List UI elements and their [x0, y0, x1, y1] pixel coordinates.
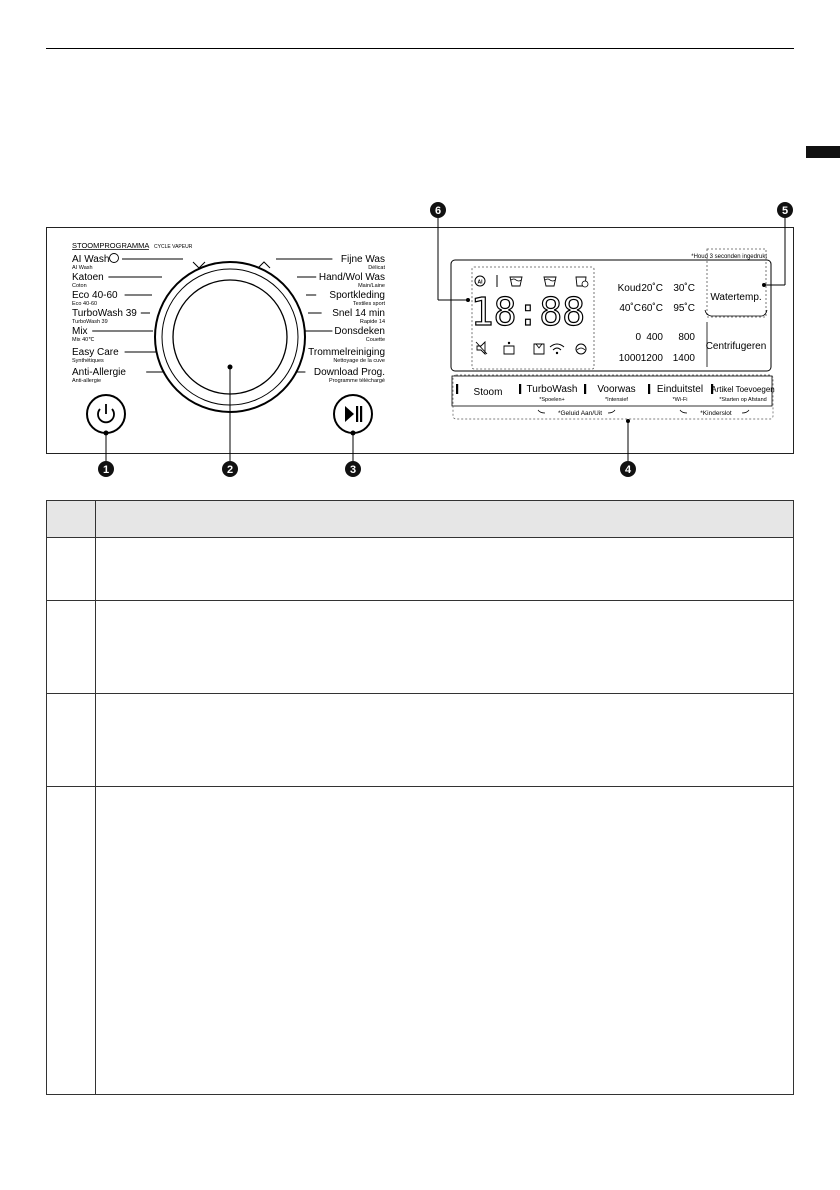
option-button-3[interactable]	[584, 384, 636, 403]
svg-text:AI: AI	[477, 279, 483, 286]
callout-2	[222, 461, 238, 477]
temperature-option: 40˚C	[619, 303, 641, 314]
program-label-left: Mix	[72, 326, 88, 337]
svg-text:4: 4	[624, 464, 632, 476]
callout-3	[345, 461, 361, 477]
option-button-sublabel: *Intensief	[605, 397, 628, 403]
program-sublabel-left: Eco 40-60	[72, 301, 98, 307]
option-button-5[interactable]	[711, 384, 775, 403]
program-label-left: Anti-Allergie	[72, 367, 126, 378]
option-button-2[interactable]	[519, 384, 577, 403]
program-label-left: Eco 40-60	[72, 290, 118, 301]
detergent-icon	[504, 342, 514, 354]
program-sublabel-right: Délicat	[368, 265, 385, 271]
spin-option: 400	[646, 332, 663, 343]
start-pause-button[interactable]	[334, 395, 372, 468]
program-label-left: Easy Care	[72, 347, 119, 358]
program-label-right: Snel 14 min	[332, 308, 385, 319]
option-button-label: Einduitstel	[656, 384, 704, 395]
option-button-sublabel: *Wi-Fi	[672, 397, 688, 403]
table-header-row	[47, 501, 794, 538]
program-sublabel-right: Nettoyage de la cuve	[333, 358, 385, 364]
option-button-1[interactable]	[456, 384, 502, 398]
combo-sound	[538, 410, 615, 417]
temperature-option: 60˚C	[641, 303, 663, 314]
spin-option: 1200	[640, 353, 663, 364]
program-sublabel-left: AI Wash	[72, 265, 93, 271]
svg-text:Centrifugeren: Centrifugeren	[705, 341, 767, 352]
spin-button[interactable]	[706, 322, 767, 367]
program-label-right: Sportkleding	[329, 290, 385, 301]
option-button-strip	[456, 384, 775, 403]
callout-4	[620, 419, 636, 477]
svg-text:Watertemp.: Watertemp.	[710, 292, 762, 303]
steam-program-title: STOOMPROGRAMMA CYCLE VAPEUR	[72, 241, 193, 250]
header-rule	[46, 48, 794, 49]
program-label-left: Katoen	[72, 272, 104, 283]
program-sublabel-left: TurboWash 39	[72, 319, 108, 325]
hold-note: *Houd 3 seconden ingedrukt	[691, 254, 767, 260]
option-button-label: TurboWash	[526, 384, 578, 395]
wash-icon	[510, 277, 522, 286]
program-label-left: TurboWash 39	[72, 308, 137, 319]
table-row	[47, 601, 794, 694]
temperature-options	[618, 282, 695, 314]
temperature-option: 20˚C	[641, 283, 663, 294]
program-label-right: Trommelreiniging	[308, 347, 385, 358]
program-sublabel-left: Anti-allergie	[72, 378, 102, 384]
spin-option: 800	[678, 332, 695, 343]
function-table	[46, 500, 794, 1095]
mute-icon	[476, 342, 487, 354]
spin-option: 1000	[618, 353, 641, 364]
spin-options	[619, 332, 696, 364]
callout-5	[762, 202, 793, 287]
wifi-icon	[550, 344, 564, 354]
tub-icon	[576, 344, 586, 354]
callout-6	[430, 202, 470, 302]
program-label-right: Download Prog.	[313, 367, 385, 378]
program-label-left: AI Wash	[72, 254, 110, 265]
option-button-label: Voorwas	[597, 384, 636, 395]
option-button-sublabel: *Starten op Afstand	[719, 397, 767, 403]
table-row	[47, 538, 794, 601]
svg-text:18:88: 18:88	[470, 290, 586, 334]
program-sublabel-right: Textiles sport	[352, 301, 385, 307]
option-button-label: Stoom	[473, 387, 503, 398]
svg-text:5: 5	[781, 205, 789, 217]
spin-option: 1400	[672, 353, 695, 364]
program-sublabel-right: Programme téléchargé	[329, 378, 385, 384]
power-button[interactable]	[87, 395, 125, 468]
svg-text:*Geluid Aan/Uit: *Geluid Aan/Uit	[557, 410, 603, 417]
table-row	[47, 787, 794, 1095]
temperature-option: Koud	[617, 283, 641, 294]
svg-text:6: 6	[434, 205, 442, 217]
program-label-right: Donsdeken	[334, 326, 385, 337]
program-label-right: Hand/Wol Was	[318, 272, 385, 283]
combo-child-lock	[680, 410, 749, 417]
option-button-sublabel: *Spoelen+	[539, 397, 565, 403]
option-button-4[interactable]	[648, 384, 703, 403]
svg-text:2: 2	[226, 464, 234, 476]
lock-icon	[534, 344, 544, 354]
program-sublabel-right: Rapide 14	[359, 319, 385, 325]
option-button-label: Artikel Toevoegen	[711, 385, 775, 394]
spin-option: 0	[635, 332, 641, 343]
program-sublabel-right: Main/Laine	[358, 283, 385, 289]
temperature-option: 30˚C	[673, 283, 695, 294]
rinse-icon	[544, 277, 556, 286]
svg-text:3: 3	[349, 464, 357, 476]
control-panel-drawing	[0, 190, 840, 480]
section-tab	[806, 146, 840, 158]
svg-text:1: 1	[102, 464, 110, 476]
program-sublabel-left: Coton	[72, 283, 87, 289]
table-row	[47, 694, 794, 787]
ai-icon	[475, 276, 485, 286]
program-dial[interactable]	[155, 262, 305, 470]
steam-icon	[576, 277, 588, 287]
temperature-option: 95˚C	[673, 303, 695, 314]
program-sublabel-right: Couette	[365, 337, 385, 343]
callout-1	[98, 461, 114, 477]
time-display	[471, 290, 585, 334]
ai-icon	[110, 254, 119, 263]
water-temp-button[interactable]	[705, 292, 767, 316]
svg-text:*Kinderslot: *Kinderslot	[700, 410, 732, 417]
program-sublabel-left: Mix 40℃	[72, 337, 95, 343]
program-sublabel-left: Synthétiques	[72, 358, 104, 364]
program-label-right: Fijne Was	[340, 254, 385, 265]
